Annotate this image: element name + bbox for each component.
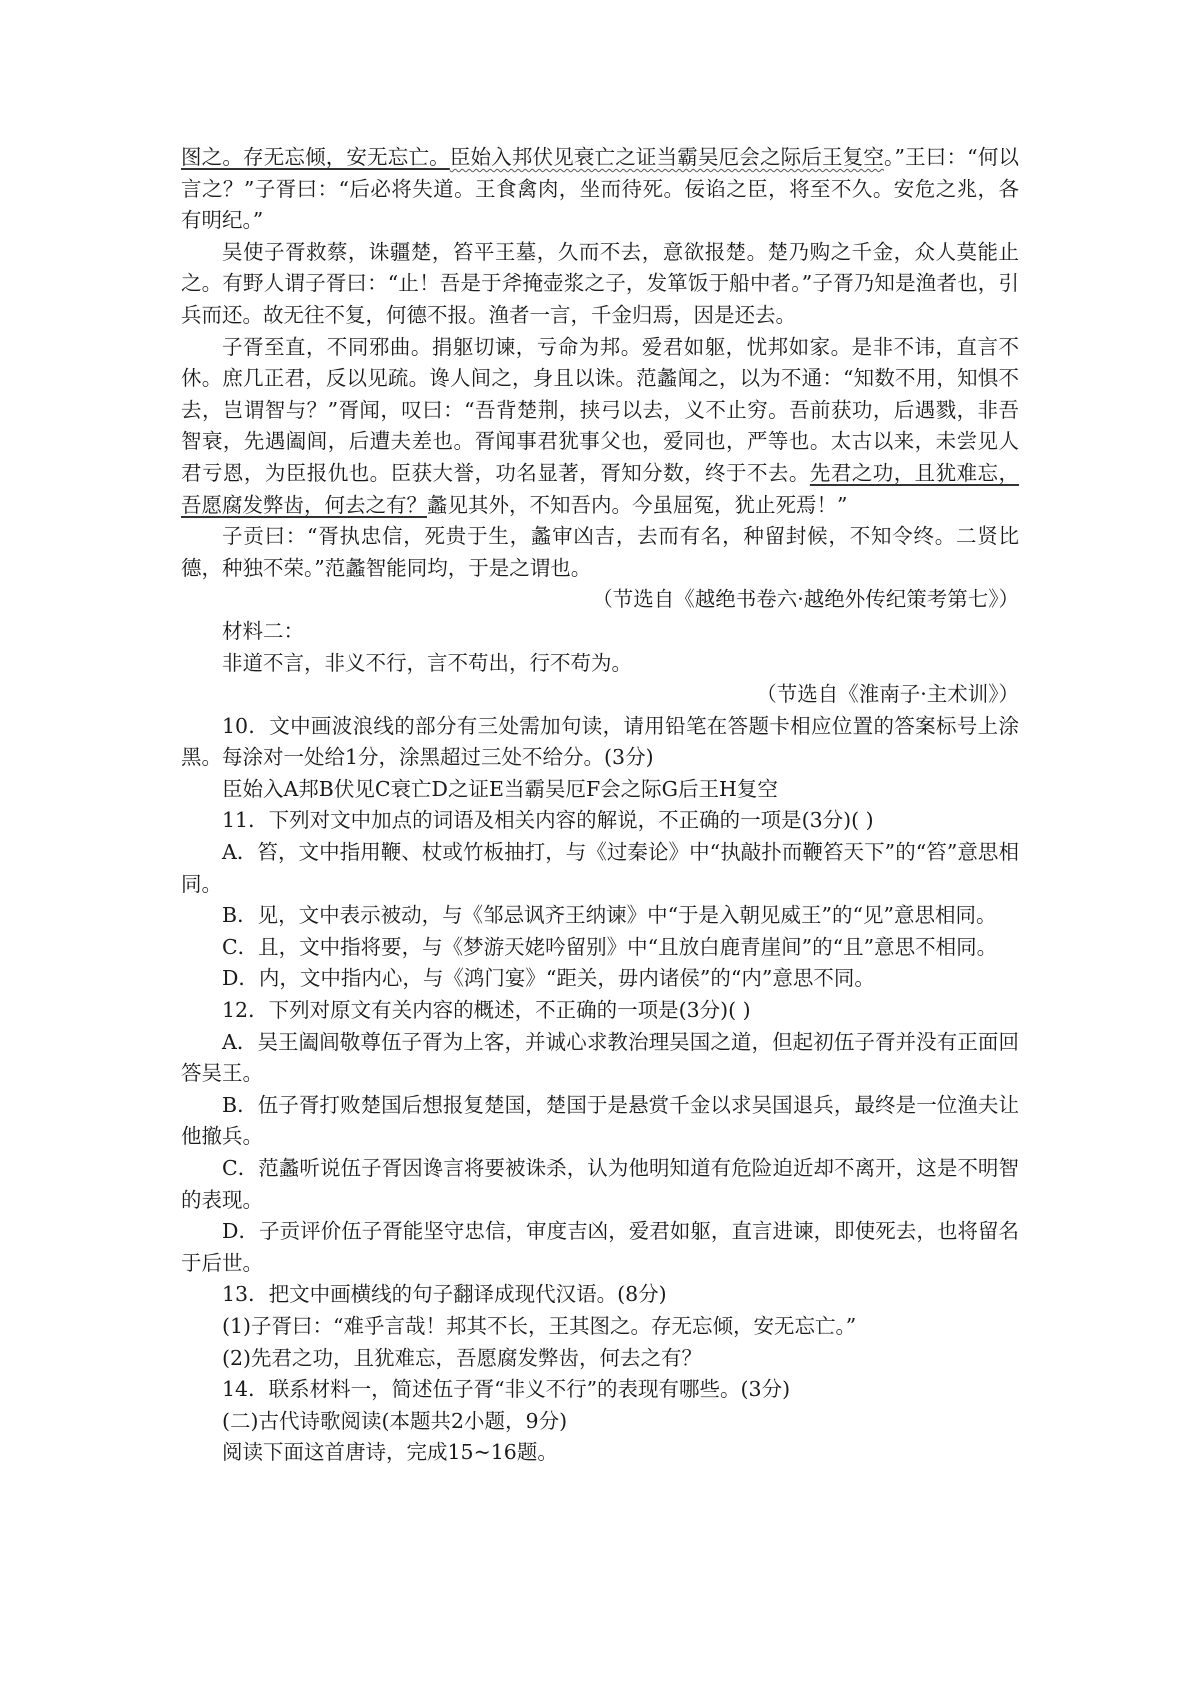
passage-paragraph-1 xyxy=(181,142,1019,237)
question-11: 11．下列对文中加点的词语及相关内容的解说，不正确的一项是(3分)( ) xyxy=(222,808,874,833)
material-2-text: 非道不言，非义不行，言不苟出，行不苟为。 xyxy=(222,650,632,675)
question-11-option-d: D．内，文中指内心，与《鸿门宴》“距关，毋内诸侯”的“内”意思不同。 xyxy=(222,966,875,991)
passage-paragraph-2: 吴使子胥救蔡，诛疆楚，笞平王墓，久而不去，意欲报楚。楚乃购之千金，众人莫能止之。有野人谓子胥曰：“止！吾是于斧掩壶浆之子，发箪饭于船中者。”子胥乃知是渔者也，引兵而还。故无往不复，何德不报。渔者一言，千金归焉，因是还去。 xyxy=(181,239,1019,327)
question-10: 10．文中画波浪线的部分有三处需加句读，请用铅笔在答题卡相应位置的答案标号上涂黑。每涂对一处给1分，涂黑超过三处不给分。(3分) xyxy=(181,713,1019,770)
question-11-option-c: C．且，文中指将要，与《梦游天姥吟留别》中“且放白鹿青崖间”的“且”意思不相同。 xyxy=(222,934,998,959)
question-12: 12．下列对原文有关内容的概述，不正确的一项是(3分)( ) xyxy=(222,998,751,1023)
question-10-line: 臣始入A邦B伏见C衰亡D之证E当霸吴厄F会之际G后王H复空 xyxy=(222,776,778,801)
passage-paragraph-4: 子贡曰：“胥执忠信，死贵于生，蠡审凶吉，去而有名，种留封候，不知令终。二贤比德，种独不荣。”范蠡智能同均，于是之谓也。 xyxy=(181,524,1019,580)
question-13-item-2: (2)先君之功，且犹难忘，吾愿腐发弊齿，何去之有？ xyxy=(222,1345,703,1370)
section-2-intro: 阅读下面这首唐诗，完成15~16题。 xyxy=(222,1440,558,1465)
source-citation-2: （节选自《淮南子·主术训》） xyxy=(756,682,1019,707)
paragraph-1-rest: 。”王曰：“何以言之？”子胥曰：“后必将失道。王食禽肉，坐而待死。佞谄之臣，将至不久。安危之兆，各有明纪。” xyxy=(181,145,1020,233)
exam-page xyxy=(181,142,1019,1469)
question-12-option-a: A．吴王阖闾敬尊伍子胥为上客，并诚心求教治理吴国之道，但起初伍子胥并没有正面回答吴王。 xyxy=(181,1029,1019,1086)
source-citation-1: （节选自《越绝书卷六·越绝外传纪策考第七》） xyxy=(592,587,1019,612)
section-2-heading: (二)古代诗歌阅读(本题共2小题，9分) xyxy=(222,1408,568,1433)
question-12-option-c: C．范蠡听说伍子胥因谗言将要被诛杀，认为他明知道有危险迫近却不离开，这是不明智的表现。 xyxy=(181,1156,1019,1212)
question-13: 13．把文中画横线的句子翻译成现代汉语。(8分) xyxy=(222,1282,667,1307)
question-11-option-a: A．笞，文中指用鞭、杖或竹板抽打，与《过秦论》中“执敲扑而鞭笞天下”的“笞”意思相同。 xyxy=(181,840,1019,896)
question-11-option-b: B．见，文中表示被动，与《邹忌讽齐王纳谏》中“于是入朝见威王”的“见”意思相同。 xyxy=(222,903,997,928)
question-12-option-b: B．伍子胥打败楚国后想报复楚国，楚国于是悬赏千金以求吴国退兵，最终是一位渔夫让他撤兵。 xyxy=(181,1092,1019,1149)
material-2-label: 材料二： xyxy=(222,618,304,643)
underlined-sentence-1: 图之。存无忘倾，安无忘亡。 xyxy=(181,145,450,169)
paragraph-3-before: 子胥至直，不同邪曲。捐躯切谏，亏命为邦。爱君如躯，忧邦如家。是非不讳，直言不休。庶几正君，反以见疏。谗人间之，身且以诛。范蠡闻之，以为不通：“知数不用，知惧不去，岂谓智与？”胥闻，叹曰：“吾背楚荆，挟弓以去，义不止穷。吾前获功，后遇戮，非吾智衰，先遇阖闾，后遭夫差也。胥闻事君犹事父也，爱同也，严等也。太古以来，未尝见人君亏恩，为臣报仇也。臣获大誉，功名显著，胥知分数，终于不去。 xyxy=(181,334,1019,485)
underlined-sentence-2: 先君之功，且犹难忘，吾愿腐发弊齿，何去之有？ xyxy=(181,460,1020,517)
paragraph-3-after: 蠡见其外，不知吾内。今虽屈冤，犹止死焉！” xyxy=(427,492,848,517)
question-12-option-d: D．子贡评价伍子胥能坚守忠信，审度吉凶，爱君如躯，直言进谏，即使死去，也将留名于后世。 xyxy=(181,1219,1019,1275)
wavy-underlined-sentence: 臣始入邦伏见衰亡之证当霸吴厄会之际后王复空 xyxy=(449,145,885,169)
question-14: 14．联系材料一，简述伍子胥“非义不行”的表现有哪些。(3分) xyxy=(222,1377,791,1402)
question-13-item-1: (1)子胥曰：“难乎言哉！邦其不长，王其图之。存无忘倾，安无忘亡。” xyxy=(222,1313,857,1338)
passage-paragraph-3 xyxy=(181,332,1019,522)
